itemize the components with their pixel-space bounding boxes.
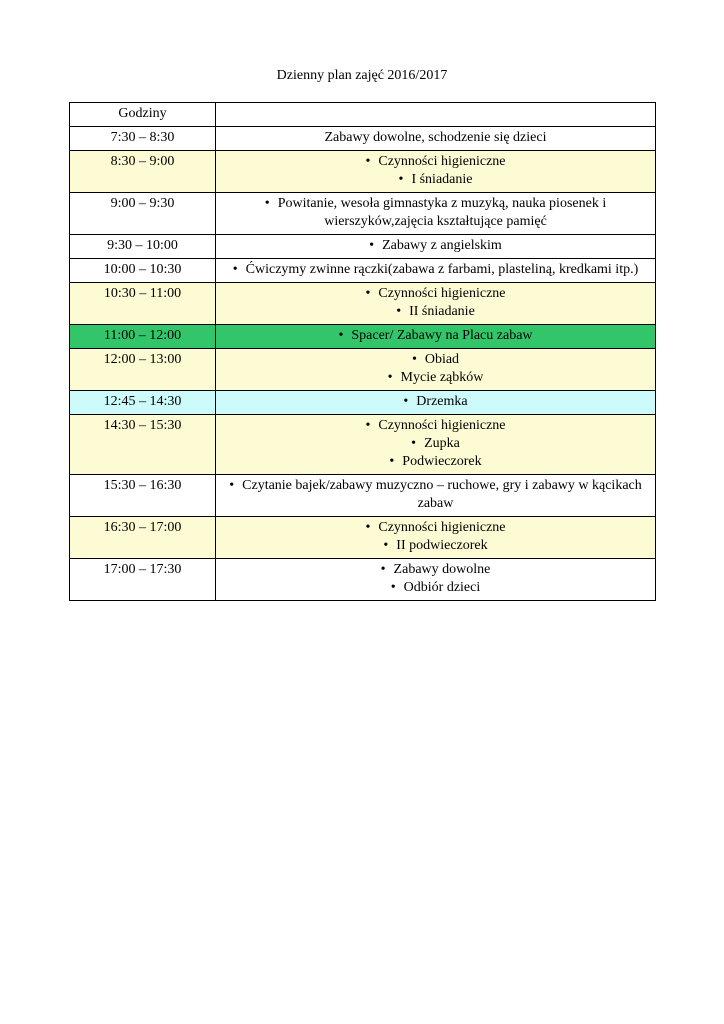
time-cell: 17:00 – 17:30 [70,559,216,601]
schedule-body [70,103,656,601]
activity-item: • Odbiór dzieci [220,579,651,597]
activity-list [220,285,651,321]
activity-item: • Ćwiczymy zwinne rączki(zabawa z farbami, plasteliną, kredkami itp.) [220,261,651,279]
time-cell: 14:30 – 15:30 [70,415,216,475]
table-row [70,415,656,475]
time-cell: 7:30 – 8:30 [70,127,216,151]
table-row [70,151,656,193]
activity-cell [216,259,656,283]
activity-list [220,477,651,513]
time-cell: 8:30 – 9:00 [70,151,216,193]
activity-item: • Zupka [220,435,651,453]
time-cell: 11:00 – 12:00 [70,325,216,349]
table-row [70,349,656,391]
table-row [70,283,656,325]
activity-item: • II podwieczorek [220,537,651,555]
activity-list [220,237,651,255]
time-cell: 9:30 – 10:00 [70,235,216,259]
activity-cell [216,559,656,601]
schedule-table [69,102,656,601]
time-cell: 12:00 – 13:00 [70,349,216,391]
activity-item: • Zabawy z angielskim [220,237,651,255]
time-cell: 15:30 – 16:30 [70,475,216,517]
activity-cell [216,283,656,325]
activity-cell [216,517,656,559]
activity-list [220,327,651,345]
time-cell: 9:00 – 9:30 [70,193,216,235]
activity-list [220,417,651,471]
activity-cell [216,127,656,151]
activity-list [220,393,651,411]
activity-list [220,519,651,555]
activity-cell [216,325,656,349]
time-cell: 12:45 – 14:30 [70,391,216,415]
activity-item: • Spacer/ Zabawy na Placu zabaw [220,327,651,345]
header-activity-cell [216,103,656,127]
activity-cell [216,391,656,415]
time-cell: 10:30 – 11:00 [70,283,216,325]
activity-item: • Drzemka [220,393,651,411]
activity-item: • Czynności higieniczne [220,153,651,171]
header-time-cell: Godziny [70,103,216,127]
time-cell: 16:30 – 17:00 [70,517,216,559]
activity-item: • Czytanie bajek/zabawy muzyczno – ruchowe, gry i zabawy w kącikach zabaw [220,477,651,513]
activity-list [220,195,651,231]
activity-list [220,561,651,597]
activity-list [220,261,651,279]
activity-cell [216,475,656,517]
activity-item: • Zabawy dowolne [220,561,651,579]
activity-item: • Czynności higieniczne [220,285,651,303]
page-title: Dzienny plan zajęć 2016/2017 [276,68,448,83]
table-header-row [70,103,656,127]
activity-cell [216,415,656,475]
activity-cell [216,235,656,259]
activity-item: • Obiad [220,351,651,369]
activity-cell [216,349,656,391]
activity-item: • I śniadanie [220,171,651,189]
activity-list [220,153,651,189]
table-row [70,559,656,601]
table-row [70,127,656,151]
activity-item: • II śniadanie [220,303,651,321]
activity-item: • Czynności higieniczne [220,519,651,537]
time-cell: 10:00 – 10:30 [70,259,216,283]
activity-item: • Powitanie, wesoła gimnastyka z muzyką, nauka piosenek i wierszyków,zajęcia kształtujące pamięć [220,195,651,231]
activity-item: • Podwieczorek [220,453,651,471]
activity-list [220,351,651,387]
table-row [70,259,656,283]
table-row [70,325,656,349]
activity-text: Zabawy dowolne, schodzenie się dzieci [324,130,547,145]
table-row [70,193,656,235]
activity-item: • Czynności higieniczne [220,417,651,435]
activity-cell [216,151,656,193]
activity-item: • Mycie ząbków [220,369,651,387]
table-row [70,391,656,415]
activity-cell [216,193,656,235]
table-row [70,517,656,559]
table-row [70,235,656,259]
table-row [70,475,656,517]
